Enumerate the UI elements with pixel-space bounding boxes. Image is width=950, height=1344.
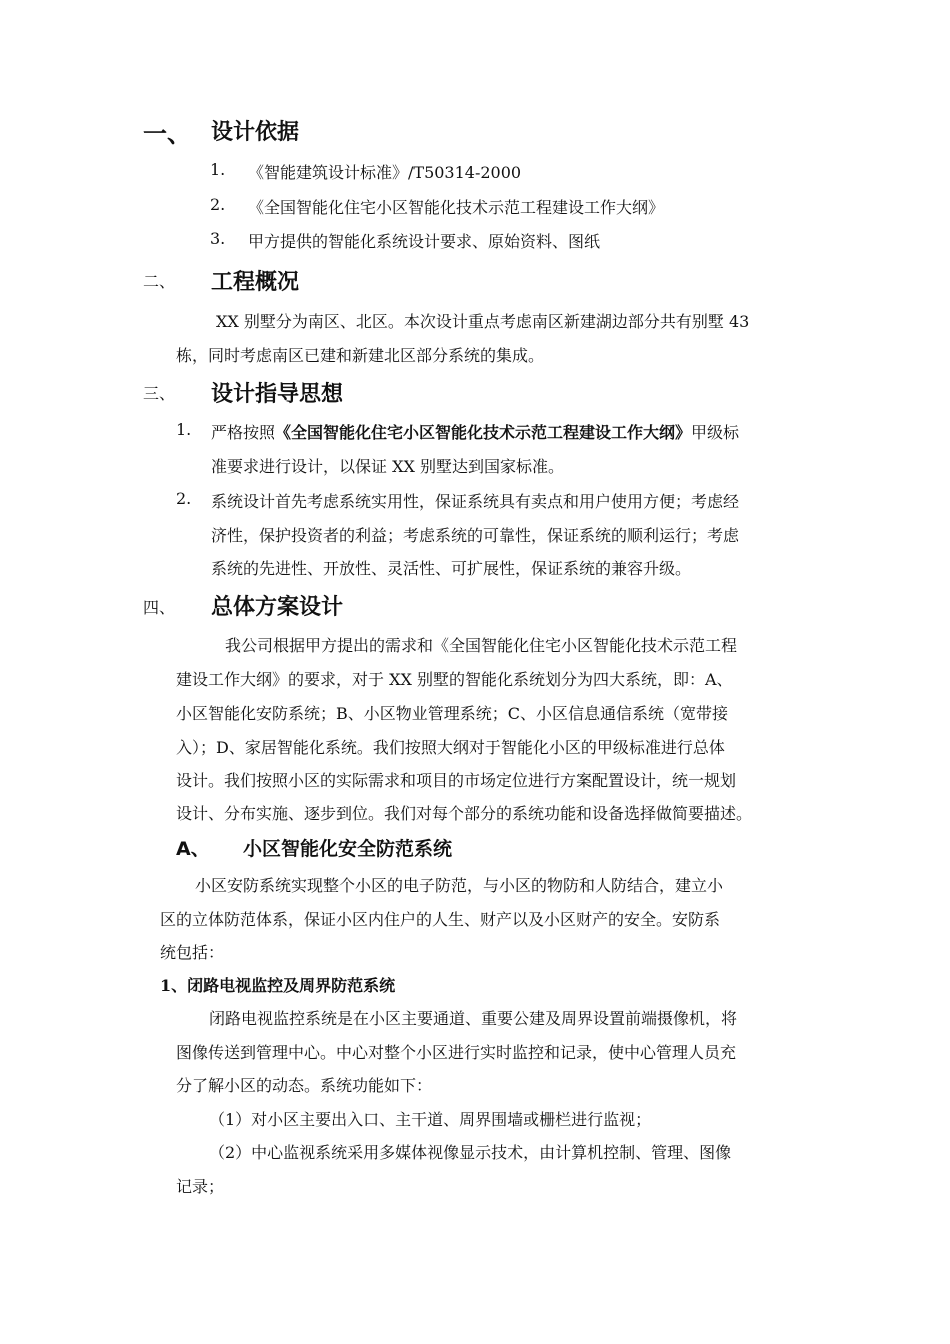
s3-item-1-post: 甲级标 (691, 423, 740, 442)
section-3-number: 三、 (143, 384, 176, 403)
s1-item-3-num: 3. (210, 229, 226, 248)
s3-item-2-line-2: 济性，保护投资者的利益；考虑系统的可靠性，保证系统的顺利运行；考虑 (211, 526, 740, 545)
section-1-number: 一、 (143, 120, 191, 148)
s4-para-line-1: 我公司根据甲方提出的需求和《全国智能化住宅小区智能化技术示范工程 (225, 636, 738, 655)
section-3-title: 设计指导思想 (211, 382, 344, 407)
s1-item-1-num: 1. (210, 160, 226, 179)
s1-item-1-text: 《智能建筑设计标准》/T50314-2000 (248, 163, 522, 182)
s2-para-line-1: XX 别墅分为南区、北区。本次设计重点考虑南区新建湖边部分共有别墅 43 (216, 312, 750, 331)
section-4-number: 四、 (143, 598, 176, 617)
s1-item-2-text: 《全国智能化住宅小区智能化技术示范工程建设工作大纲》 (248, 198, 665, 217)
s3-item-2-line-1: 系统设计首先考虑系统实用性，保证系统具有卖点和用户使用方便；考虑经 (211, 492, 740, 511)
s3-item-1-line-1 (211, 420, 739, 443)
s4-para-line-3: 小区智能化安防系统；B、小区物业管理系统；C、小区信息通信系统（宽带接 (176, 704, 729, 723)
subsection-1-title: 1、闭路电视监控及周界防范系统 (160, 976, 396, 995)
sa-para-line-3: 统包括： (160, 943, 225, 962)
section-a-number: A、 (176, 838, 210, 860)
section-2-number: 二、 (143, 272, 176, 291)
s11-function-1: （1）对小区主要出入口、主干道、周界围墙或栅栏进行监视； (209, 1110, 652, 1129)
s11-function-2-line-2: 记录； (176, 1177, 225, 1196)
s1-item-2-num: 2. (210, 195, 226, 214)
s3-item-1-bold-title: 《全国智能化住宅小区智能化技术示范工程建设工作大纲》 (275, 423, 692, 442)
section-1-title: 设计依据 (211, 120, 300, 145)
sa-para-line-1: 小区安防系统实现整个小区的电子防范，与小区的物防和人防结合，建立小 (195, 876, 724, 895)
s11-para-line-1: 闭路电视监控系统是在小区主要通道、重要公建及周界设置前端摄像机，将 (209, 1009, 738, 1028)
s11-para-line-2: 图像传送到管理中心。中心对整个小区进行实时监控和记录，使中心管理人员充 (176, 1043, 737, 1062)
section-2-title: 工程概况 (211, 270, 300, 295)
section-a-title: 小区智能化安全防范系统 (243, 838, 453, 860)
sa-para-line-2: 区的立体防范体系，保证小区内住户的人生、财产以及小区财产的安全。安防系 (160, 910, 721, 929)
s4-para-line-4: 入）；D、家居智能化系统。我们按照大纲对于智能化小区的甲级标准进行总体 (176, 738, 725, 757)
s3-item-2-num: 2. (176, 489, 192, 508)
s2-para-line-2: 栋，同时考虑南区已建和新建北区部分系统的集成。 (176, 346, 545, 365)
section-4-title: 总体方案设计 (211, 595, 344, 620)
s3-item-2-line-3: 系统的先进性、开放性、灵活性、可扩展性，保证系统的兼容升级。 (211, 559, 692, 578)
s4-para-line-5: 设计。我们按照小区的实际需求和项目的市场定位进行方案配置设计，统一规划 (176, 771, 737, 790)
s3-item-1-pre: 严格按照 (211, 423, 276, 442)
s3-item-1-line-2: 准要求进行设计，以保证 XX 别墅达到国家标准。 (211, 457, 564, 476)
s4-para-line-6: 设计、分布实施、逐步到位。我们对每个部分的系统功能和设备选择做简要描述。 (176, 804, 753, 823)
s11-function-2-line-1: （2）中心监视系统采用多媒体视像显示技术，由计算机控制、管理、图像 (209, 1143, 732, 1162)
s11-para-line-3: 分了解小区的动态。系统功能如下： (176, 1076, 433, 1095)
s1-item-3-text: 甲方提供的智能化系统设计要求、原始资料、图纸 (248, 232, 601, 251)
s3-item-1-num: 1. (176, 420, 192, 439)
s4-para-line-2: 建设工作大纲》的要求，对于 XX 别墅的智能化系统划分为四大系统，即：A、 (176, 670, 733, 689)
